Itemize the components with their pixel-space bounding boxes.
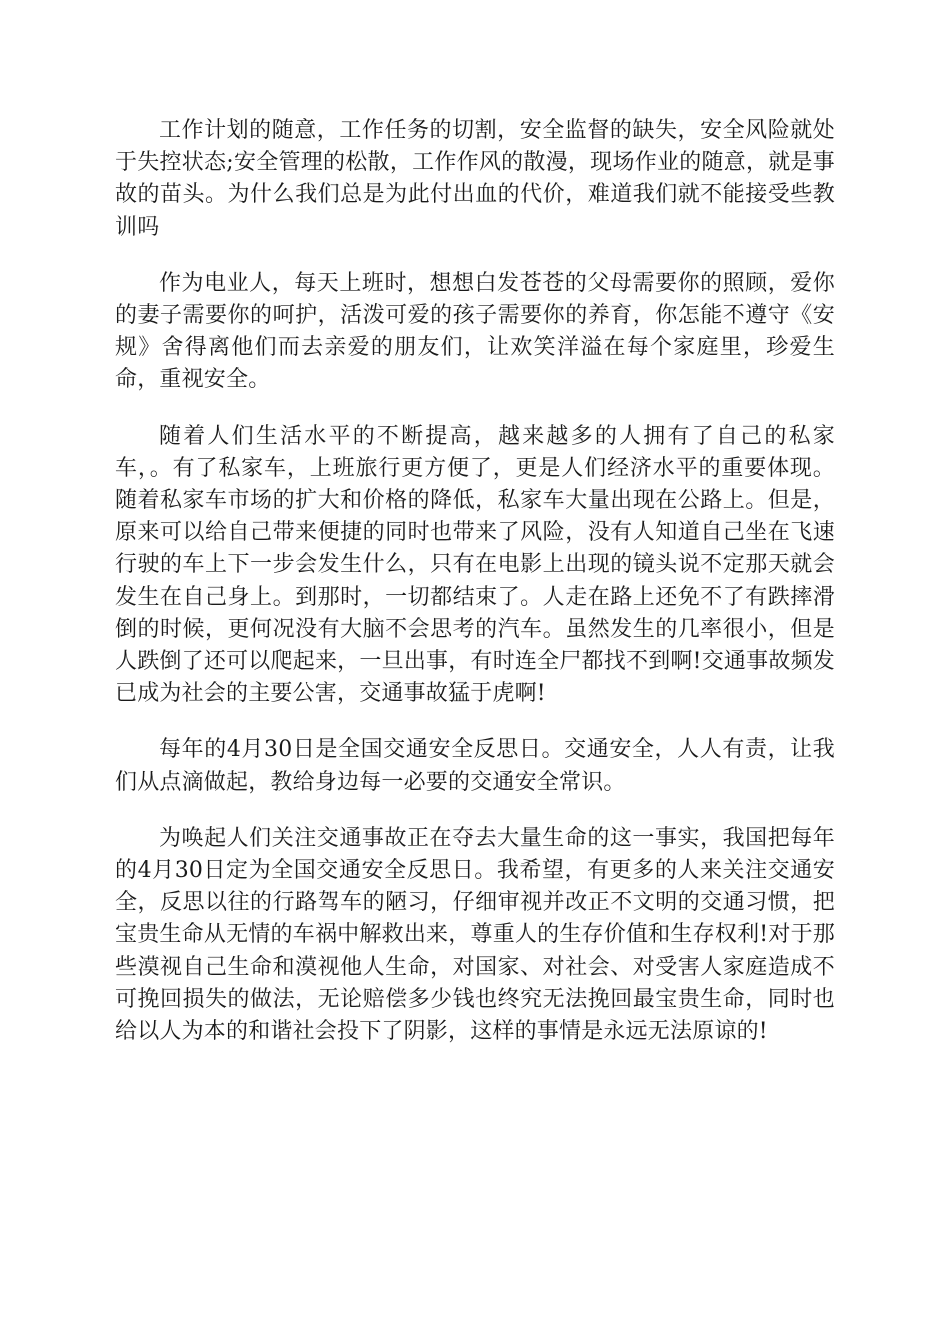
paragraph-3: 随着人们生活水平的不断提高，越来越多的人拥有了自己的私家车，。有了私家车，上班旅行更方便了，更是人们经济水平的重要体现。随着私家车市场的扩大和价格的降低，私家车大量出现在公路上。但是，原来可以给自己带来便捷的同时也带来了风险，没有人知道自己坐在飞速行驶的车上下一步会发生什么，只有在电影上出现的镜头说不定那天就会发生在自己身上。到那时，一切都结束了。人走在路上还免不了有跌摔滑倒的时候，更何况没有大脑不会思考的汽车。虽然发生的几率很小，但是人跌倒了还可以爬起来，一旦出事，有时连全尸都找不到啊!交通事故频发已成为社会的主要公害，交通事故猛于虎啊!	[115, 423, 835, 707]
paragraph-2: 作为电业人，每天上班时，想想白发苍苍的父母需要你的照顾，爱你的妻子需要你的呵护，活泼可爱的孩子需要你的养育，你怎能不遵守《安规》舍得离他们而去亲爱的朋友们，让欢笑洋溢在每个家庭里，珍爱生命，重视安全。	[115, 270, 835, 393]
paragraph-4: 每年的4月30日是全国交通安全反思日。交通安全，人人有责，让我们从点滴做起，教给身边每一必要的交通安全常识。	[115, 737, 835, 795]
document-page	[115, 115, 835, 1072]
paragraph-1: 工作计划的随意，工作任务的切割，安全监督的缺失，安全风险就处于失控状态;安全管理的松散，工作作风的散漫，现场作业的随意，就是事故的苗头。为什么我们总是为此付出血的代价，难道我们就不能接受些教训吗	[115, 118, 835, 240]
paragraph-5: 为唤起人们关注交通事故正在夺去大量生命的这一事实，我国把每年的4月30日定为全国交通安全反思日。我希望，有更多的人来关注交通安全，反思以往的行路驾车的陋习，仔细审视并改正不文明的交通习惯，把宝贵生命从无情的车祸中解救出来，尊重人的生存价值和生存权利!对于那些漠视自己生命和漠视他人生命，对国家、对社会、对受害人家庭造成不可挽回损失的做法，无论赔偿多少钱也终究无法挽回最宝贵生命，同时也给以人为本的和谐社会投下了阴影，这样的事情是永远无法原谅的!	[115, 825, 835, 1045]
